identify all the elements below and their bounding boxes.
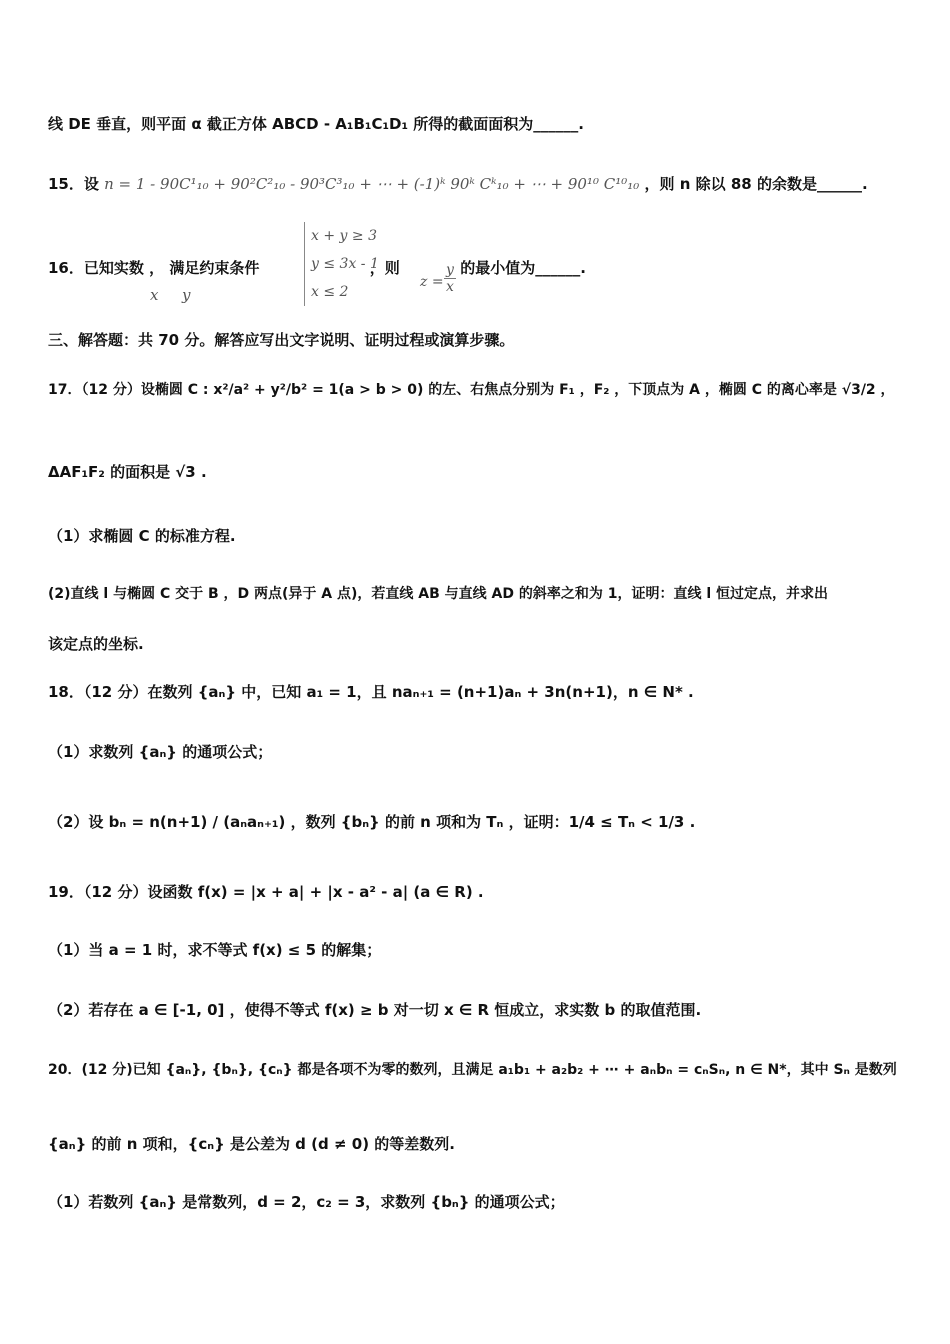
q15-suffix: ，则 n 除以 88 的余数是______. <box>644 175 868 193</box>
q16-prefix: 16．已知实数 ， 满足约束条件 <box>48 259 260 277</box>
q16-z-den: x <box>446 279 454 295</box>
question-14-tail: 线 DE 垂直，则平面 α 截正方体 ABCD - A₁B₁C₁D₁ 所得的截面面积为______. <box>48 115 584 133</box>
question-19-part-1: （1）当 a = 1 时，求不等式 f(x) ≤ 5 的解集； <box>48 941 382 959</box>
q15-prefix: 15．设 <box>48 175 99 193</box>
question-17-cont: ΔAF₁F₂ 的面积是 √3 . <box>48 463 207 481</box>
constraint-3: x ≤ 2 <box>311 284 349 300</box>
question-15 <box>48 174 910 194</box>
question-16 <box>48 258 910 278</box>
question-20: 20．(12 分)已知 {aₙ}, {bₙ}, {cₙ} 都是各项不为零的数列，且满足 a₁b₁ + a₂b₂ + ⋯ + aₙbₙ = cₙSₙ, n ∈ N*，其中 Sₙ 是数列 <box>48 1062 897 1078</box>
q15-formula: n = 1 - 90C¹₁₀ + 90²C²₁₀ - 90³C³₁₀ + ⋯ + (-1)ᵏ 90ᵏ Cᵏ₁₀ + ⋯ + 90¹⁰ C¹⁰₁₀ <box>104 175 640 193</box>
q16-z-lhs: z = <box>420 274 444 290</box>
question-20-cont: {aₙ} 的前 n 项和，{cₙ} 是公差为 d (d ≠ 0) 的等差数列. <box>48 1135 455 1153</box>
question-18-part-1: （1）求数列 {aₙ} 的通项公式； <box>48 743 273 761</box>
section-3-header: 三、解答题：共 70 分。解答应写出文字说明、证明过程或演算步骤。 <box>48 331 515 349</box>
q16-var-y: y <box>182 286 191 304</box>
constraint-2: y ≤ 3x - 1 <box>311 256 379 272</box>
constraint-1: x + y ≥ 3 <box>311 228 377 244</box>
question-17-part-2-cont: 该定点的坐标. <box>48 635 144 653</box>
q16-z-num: y <box>446 262 454 278</box>
question-18: 18．（12 分）在数列 {aₙ} 中，已知 a₁ = 1，且 naₙ₊₁ = (n+1)aₙ + 3n(n+1)，n ∈ N* . <box>48 683 694 701</box>
question-17-part-1: （1）求椭圆 C 的标准方程. <box>48 527 236 545</box>
q16-tail: 的最小值为______. <box>460 259 586 277</box>
q16-var-x: x <box>150 286 159 304</box>
question-17-part-2: (2)直线 l 与椭圆 C 交于 B ，D 两点(异于 A 点)，若直线 AB 与直线 AD 的斜率之和为 1，证明：直线 l 恒过定点，并求出 <box>48 586 829 602</box>
q16-suffix: ，则 <box>369 259 400 277</box>
q16-objective <box>420 262 456 295</box>
question-19-part-2: （2）若存在 a ∈ [-1, 0] ，使得不等式 f(x) ≥ b 对一切 x ∈ R 恒成立，求实数 b 的取值范围. <box>48 1001 702 1019</box>
question-19: 19．（12 分）设函数 f(x) = |x + a| + |x - a² - a| (a ∈ R) . <box>48 883 484 901</box>
constraint-system <box>304 222 401 306</box>
question-20-part-1: （1）若数列 {aₙ} 是常数列，d = 2，c₂ = 3，求数列 {bₙ} 的通项公式； <box>48 1193 565 1211</box>
question-18-part-2: （2）设 bₙ = n(n+1) / (aₙaₙ₊₁) ，数列 {bₙ} 的前 n 项和为 Tₙ ，证明：1/4 ≤ Tₙ < 1/3 . <box>48 813 696 831</box>
question-17: 17．（12 分）设椭圆 C : x²/a² + y²/b² = 1(a > b > 0) 的左、右焦点分别为 F₁ ，F₂ ，下顶点为 A ，椭圆 C 的离心率是 √3/2 ， <box>48 382 895 398</box>
